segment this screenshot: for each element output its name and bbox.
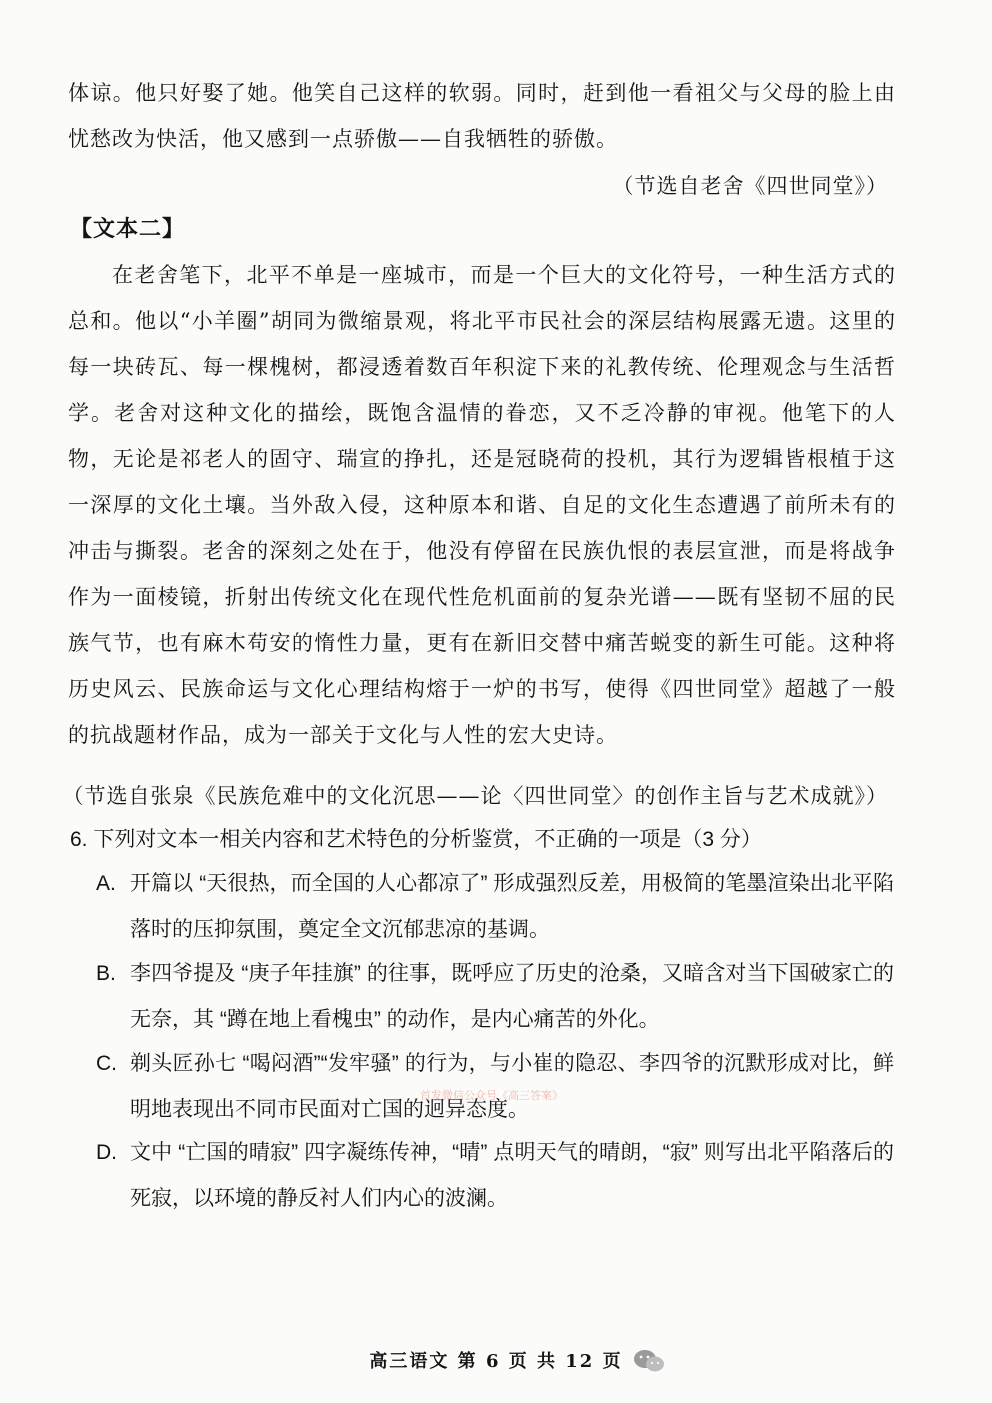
option-text: 剃头匠孙七 “喝闷酒”“发牢骚” 的行为，与小崔的隐忍、李四爷的沉默形成对比，鲜明地表现出不同市民面对亡国的迥异态度。 bbox=[130, 1052, 894, 1121]
text1-source-citation: （节选自老舍《四世同堂》） bbox=[612, 174, 888, 198]
option-letter: C. bbox=[96, 1052, 117, 1075]
question-6-option-b bbox=[96, 951, 894, 1043]
option-text: 文中 “亡国的晴寂” 四字凝练传神，“晴” 点明天气的晴朗，“寂” 则写出北平陷落后的死寂，以环境的静反衬人们内心的波澜。 bbox=[130, 1141, 894, 1210]
wechat-logo-icon bbox=[630, 1346, 670, 1376]
page-footer: 高三语文 第 6 页 共 12 页 bbox=[369, 1351, 623, 1372]
option-text: 开篇以 “天很热，而全国的人心都凉了” 形成强烈反差，用极简的笔墨渲染出北平陷落时的压抑氛围，奠定全文沉郁悲凉的基调。 bbox=[130, 872, 894, 941]
text2-source-citation: （节选自张泉《民族危难中的文化沉思——论〈四世同堂〉的创作主旨与艺术成就》） bbox=[62, 784, 888, 808]
option-letter: B. bbox=[96, 962, 116, 985]
text2-paragraph: 在老舍笔下，北平不单是一座城市，而是一个巨大的文化符号，一种生活方式的总和。他以“小羊圈”胡同为微缩景观，将北平市民社会的深层结构展露无遗。这里的每一块砖瓦、每一棵槐树，都浸透着数百年积淀下来的礼教传统、伦理观念与生活哲学。老舍对这种文化的描绘，既饱含温情的眷恋，又不乏冷静的审视。他笔下的人物，无论是祁老人的固守、瑞宣的挣扎，还是冠晓荷的投机，其行为逻辑皆根植于这一深厚的文化土壤。当外敌入侵，这种原本和谐、自足的文化生态遭遇了前所未有的冲击与撕裂。老舍的深刻之处在于，他没有停留在民族仇恨的表层宣泄，而是将战争作为一面棱镜，折射出传统文化在现代性危机面前的复杂光谱——既有坚韧不屈的民族气节，也有麻木苟安的惰性力量，更有在新旧交替中痛苦蜕变的新生可能。这种将历史风云、民族命运与文化心理结构熔于一炉的书写，使得《四世同堂》超越了一般的抗战题材作品，成为一部关于文化与人性的宏大史诗。 bbox=[68, 263, 896, 747]
option-letter: A. bbox=[96, 872, 116, 895]
watermark: 首发微信公众号《高三答案》 bbox=[420, 1090, 563, 1102]
question-6-option-d bbox=[96, 1130, 894, 1222]
text1-closing-paragraph: 体谅。他只好娶了她。他笑自己这样的软弱。同时，赶到他一看祖父与父母的脸上由忧愁改为快活，他又感到一点骄傲——自我牺牲的骄傲。 bbox=[68, 81, 896, 151]
option-letter: D. bbox=[96, 1141, 117, 1164]
option-text: 李四爷提及 “庚子年挂旗” 的往事，既呼应了历史的沧桑，又暗含对当下国破家亡的无奈，其 “蹲在地上看槐虫” 的动作，是内心痛苦的外化。 bbox=[130, 962, 894, 1031]
question-6-stem: 6. 下列对文本一相关内容和艺术特色的分析鉴赏，不正确的一项是（3 分） bbox=[70, 828, 762, 851]
question-6-option-a bbox=[96, 861, 894, 953]
text2-header: 【文本二】 bbox=[70, 216, 186, 242]
